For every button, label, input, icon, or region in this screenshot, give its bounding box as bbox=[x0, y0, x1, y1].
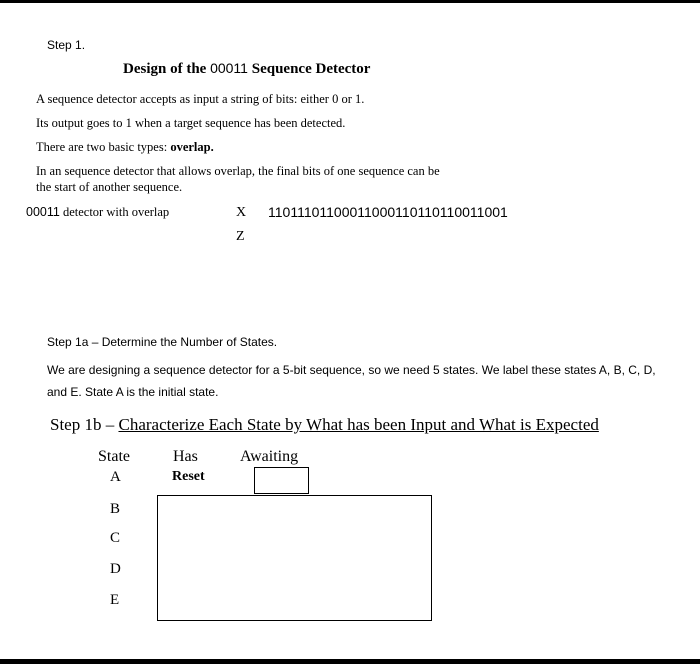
paragraph-4-line-2: the start of another sequence. bbox=[36, 180, 183, 194]
detector-text: detector with overlap bbox=[62, 205, 170, 219]
detector-label bbox=[26, 205, 169, 220]
step1b-prefix: Step 1b – bbox=[50, 415, 115, 434]
paragraph-3 bbox=[36, 140, 214, 155]
paragraph-2: Its output goes to 1 when a target sequence has been detected. bbox=[36, 116, 346, 130]
step1a-heading: Step 1a – Determine the Number of States. bbox=[47, 335, 278, 349]
state-b: B bbox=[110, 501, 121, 517]
top-border bbox=[0, 0, 700, 3]
output-z-label: Z bbox=[236, 229, 245, 244]
step1a-line-1: We are designing a sequence detector for a 5-bit sequence, so we need 5 states. We label these states A, B, C, D, bbox=[47, 363, 656, 377]
step1-label: Step 1. bbox=[47, 38, 86, 52]
step1b-underlined: Characterize Each State by What has been Input and What is Expected bbox=[118, 415, 599, 434]
title-sequence: 00011 bbox=[210, 60, 248, 76]
step1b-heading bbox=[50, 415, 599, 435]
col-header-state: State bbox=[98, 448, 130, 465]
state-c: C bbox=[110, 530, 121, 546]
paragraph-1: A sequence detector accepts as input a string of bits: either 0 or 1. bbox=[36, 92, 365, 106]
bottom-border bbox=[0, 659, 700, 664]
paragraph-3-prefix: There are two basic types: bbox=[36, 140, 168, 154]
col-header-awaiting: Awaiting bbox=[240, 448, 299, 465]
title-suffix: Sequence Detector bbox=[251, 61, 371, 77]
state-d: D bbox=[110, 561, 121, 577]
paragraph-3-bold: overlap bbox=[170, 140, 211, 154]
state-a-awaiting-box[interactable] bbox=[254, 467, 309, 494]
step1a-line-2: and E. State A is the initial state. bbox=[47, 385, 219, 399]
state-a-has: Reset bbox=[172, 469, 205, 484]
state-a: A bbox=[110, 469, 121, 485]
state-e: E bbox=[110, 592, 120, 608]
input-x-label: X bbox=[236, 205, 247, 220]
states-b-e-answer-box[interactable] bbox=[157, 495, 432, 621]
document-title bbox=[123, 60, 370, 78]
detector-code: 00011 bbox=[26, 205, 60, 219]
input-x-sequence: 11011101100011000110110110011001 bbox=[268, 204, 508, 220]
col-header-has: Has bbox=[173, 448, 198, 465]
paragraph-4-line-1: In an sequence detector that allows overlap, the final bits of one sequence can be bbox=[36, 164, 440, 178]
paragraph-3-suffix: . bbox=[210, 140, 214, 154]
title-prefix: Design of the bbox=[123, 61, 207, 77]
